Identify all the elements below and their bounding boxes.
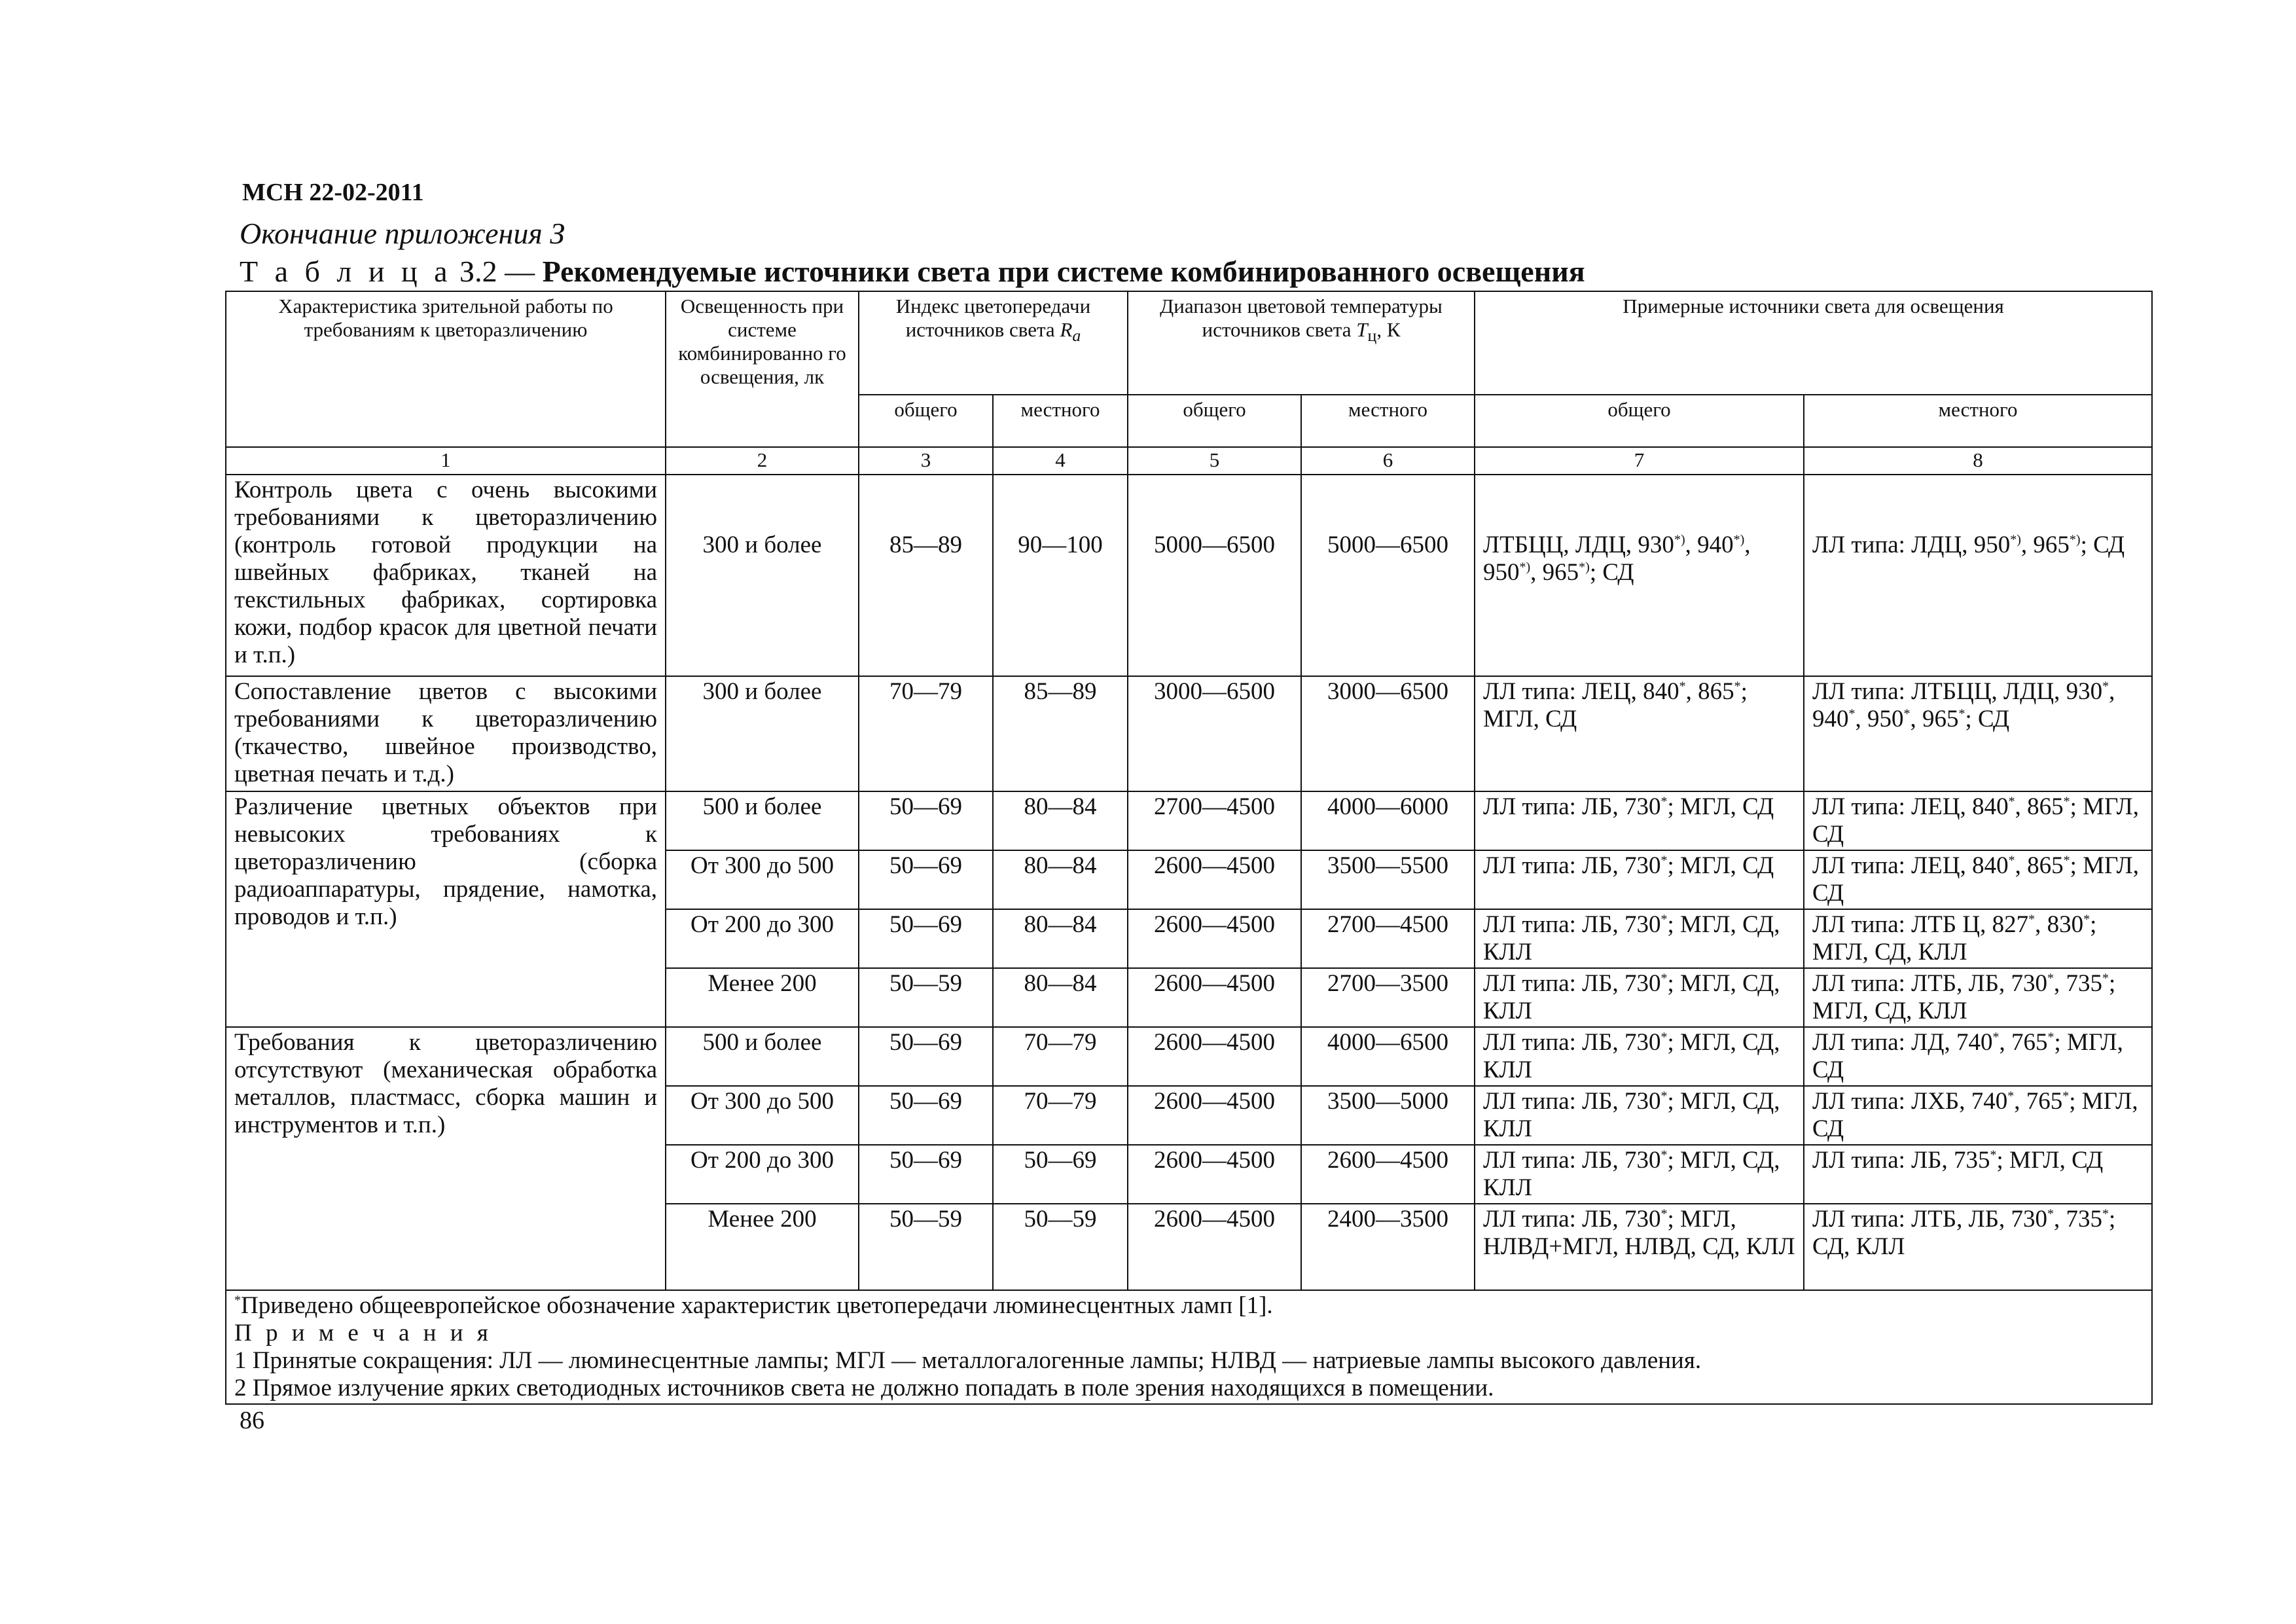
document-code: МСН 22-02-2011: [242, 179, 424, 206]
temp-general: 2600—4500: [1128, 1027, 1301, 1086]
temp-general: 2700—4500: [1128, 791, 1301, 850]
source-general: ЛЛ типа: ЛБ, 730*; МГЛ, СД, КЛЛ: [1475, 909, 1804, 968]
ra-local: 50—59: [993, 1204, 1128, 1290]
table-row: [226, 475, 2152, 676]
table-number: З.2 —: [459, 255, 535, 288]
source-local: ЛЛ типа: ЛХБ, 740*, 765*; МГЛ, СД: [1804, 1086, 2152, 1145]
illuminance: 300 и более: [666, 475, 859, 676]
table-word: Т а б л и ц а: [240, 255, 452, 288]
notes-heading: П р и м е ч а н и я: [234, 1320, 492, 1346]
ra-general: 50—69: [859, 909, 993, 968]
ra-local: 80—84: [993, 909, 1128, 968]
temp-local: 2700—3500: [1301, 968, 1475, 1027]
temp-general: 2600—4500: [1128, 909, 1301, 968]
light-sources-table: [225, 291, 2153, 1405]
column-number: 7: [1475, 447, 1804, 475]
work-characteristic: Контроль цвета с очень высокими требованиями к цветоразличению (контроль готовой продукции на швейных фабриках, тканей на текстильных фабриках, сортировка кожи, подбор красок для цветной печати и т.п.): [226, 475, 666, 676]
ra-local: 80—84: [993, 850, 1128, 909]
temp-local: 3500—5000: [1301, 1086, 1475, 1145]
table-title: [240, 254, 1585, 289]
source-general: ЛЛ типа: ЛБ, 730*; МГЛ, СД: [1475, 850, 1804, 909]
column-number: 1: [226, 447, 666, 475]
temp-local: 3000—6500: [1301, 676, 1475, 791]
column-numbers-row: [226, 447, 2152, 475]
temp-general: 2600—4500: [1128, 1204, 1301, 1290]
temp-local: 2400—3500: [1301, 1204, 1475, 1290]
temp-general: 3000—6500: [1128, 676, 1301, 791]
illuminance: От 200 до 300: [666, 1145, 859, 1204]
temp-local: 2600—4500: [1301, 1145, 1475, 1204]
temp-general: 2600—4500: [1128, 1145, 1301, 1204]
col-header-color-temperature: Диапазон цветовой температуры источников света $T_ц$, К: [1128, 291, 1475, 395]
note-2: 2 Прямое излучение ярких светодиодных источников света не должно попадать в поле зрения находящихся в помещении.: [234, 1375, 1494, 1401]
temp-general: 2600—4500: [1128, 968, 1301, 1027]
column-number: 4: [993, 447, 1128, 475]
temp-general: 5000—6500: [1128, 475, 1301, 676]
temp-local: 4000—6500: [1301, 1027, 1475, 1086]
subheader-local: местного: [1301, 395, 1475, 447]
ra-general: 50—59: [859, 968, 993, 1027]
column-number: 5: [1128, 447, 1301, 475]
source-local: ЛЛ типа: ЛБ, 735*; МГЛ, СД: [1804, 1145, 2152, 1204]
ra-general: 50—69: [859, 791, 993, 850]
source-general: ЛЛ типа: ЛБ, 730*; МГЛ, СД, КЛЛ: [1475, 1145, 1804, 1204]
footnote-mark: *: [234, 1293, 241, 1308]
ra-local: 70—79: [993, 1086, 1128, 1145]
illuminance: От 300 до 500: [666, 850, 859, 909]
table-title-text: Рекомендуемые источники света при системе комбинированного освещения: [542, 255, 1585, 288]
illuminance: 500 и более: [666, 791, 859, 850]
ra-general: 50—69: [859, 1145, 993, 1204]
ra-general: 50—69: [859, 850, 993, 909]
ra-general: 50—69: [859, 1027, 993, 1086]
ra-local: 80—84: [993, 968, 1128, 1027]
source-general: ЛЛ типа: ЛБ, 730*; МГЛ, СД: [1475, 791, 1804, 850]
illuminance: Менее 200: [666, 1204, 859, 1290]
subheader-general: общего: [1128, 395, 1301, 447]
table-notes: [226, 1290, 2152, 1404]
source-local: ЛЛ типа: ЛЕЦ, 840*, 865*; МГЛ, СД: [1804, 791, 2152, 850]
source-general: ЛЛ типа: ЛБ, 730*; МГЛ, СД, КЛЛ: [1475, 1027, 1804, 1086]
ra-local: 80—84: [993, 791, 1128, 850]
source-general: ЛЛ типа: ЛБ, 730*; МГЛ, СД, КЛЛ: [1475, 1086, 1804, 1145]
ra-general: 70—79: [859, 676, 993, 791]
source-local: ЛЛ типа: ЛЕЦ, 840*, 865*; МГЛ, СД: [1804, 850, 2152, 909]
work-characteristic: Сопоставление цветов с высокими требованиями к цветоразличению (ткачество, швейное производство, цветная печать и т.д.): [226, 676, 666, 791]
source-general: ЛЛ типа: ЛБ, 730*; МГЛ, СД, КЛЛ: [1475, 968, 1804, 1027]
source-local: ЛЛ типа: ЛТБ Ц, 827*, 830*; МГЛ, СД, КЛЛ: [1804, 909, 2152, 968]
ra-general: 50—69: [859, 1086, 993, 1145]
illuminance: Менее 200: [666, 968, 859, 1027]
note-1: 1 Принятые сокращения: ЛЛ — люминесцентные лампы; МГЛ — металлогалогенные лампы; НЛВД — натриевые лампы высокого давления.: [234, 1347, 1702, 1374]
subheader-general: общего: [859, 395, 993, 447]
work-characteristic: Различение цветных объектов при невысоких требованиях к цветоразличению (сборка радиоаппаратуры, прядение, намотка, проводов и т.п.): [226, 791, 666, 1027]
col-header-work-characteristic: Характеристика зрительной работы по требованиям к цветоразличению: [226, 291, 666, 447]
temp-local: 2700—4500: [1301, 909, 1475, 968]
col-header-color-rendering: Индекс цветопередачи источников света $R_a$: [859, 291, 1128, 395]
column-number: 6: [1301, 447, 1475, 475]
source-general: ЛЛ типа: ЛЕЦ, 840*, 865*; МГЛ, СД: [1475, 676, 1804, 791]
ra-local: 85—89: [993, 676, 1128, 791]
ra-general: 85—89: [859, 475, 993, 676]
footnote: [234, 1292, 2144, 1320]
illuminance: 300 и более: [666, 676, 859, 791]
source-local: ЛЛ типа: ЛТБЦЦ, ЛДЦ, 930*, 940*, 950*, 965*; СД: [1804, 676, 2152, 791]
source-local: ЛЛ типа: ЛДЦ, 950*), 965*); СД: [1804, 475, 2152, 676]
illuminance: 500 и более: [666, 1027, 859, 1086]
column-number: 8: [1804, 447, 2152, 475]
ra-local: 70—79: [993, 1027, 1128, 1086]
temp-local: 4000—6000: [1301, 791, 1475, 850]
source-general: ЛТБЦЦ, ЛДЦ, 930*), 940*), 950*), 965*); СД: [1475, 475, 1804, 676]
subheader-general: общего: [1475, 395, 1804, 447]
illuminance: От 300 до 500: [666, 1086, 859, 1145]
subheader-local: местного: [993, 395, 1128, 447]
appendix-caption: Окончание приложения З: [240, 217, 565, 250]
ra-general: 50—59: [859, 1204, 993, 1290]
source-local: ЛЛ типа: ЛТБ, ЛБ, 730*, 735*; СД, КЛЛ: [1804, 1204, 2152, 1290]
source-local: ЛЛ типа: ЛТБ, ЛБ, 730*, 735*; МГЛ, СД, КЛЛ: [1804, 968, 2152, 1027]
table-row: [226, 791, 2152, 850]
table-row: [226, 676, 2152, 791]
ra-local: 90—100: [993, 475, 1128, 676]
column-number: 2: [666, 447, 859, 475]
subheader-local: местного: [1804, 395, 2152, 447]
temp-local: 5000—6500: [1301, 475, 1475, 676]
col-header-light-sources: Примерные источники света для освещения: [1475, 291, 2152, 395]
footnote-text: Приведено общеевропейское обозначение характеристик цветопередачи люминесцентных ламп [1].: [241, 1292, 1273, 1319]
temp-local: 3500—5500: [1301, 850, 1475, 909]
table-row: [226, 1027, 2152, 1086]
illuminance: От 200 до 300: [666, 909, 859, 968]
temp-general: 2600—4500: [1128, 850, 1301, 909]
col-header-illuminance: Освещенность при системе комбинированно го освещения, лк: [666, 291, 859, 447]
source-general: ЛЛ типа: ЛБ, 730*; МГЛ, НЛВД+МГЛ, НЛВД, СД, КЛЛ: [1475, 1204, 1804, 1290]
source-local: ЛЛ типа: ЛД, 740*, 765*; МГЛ, СД: [1804, 1027, 2152, 1086]
work-characteristic: Требования к цветоразличению отсутствуют (механическая обработка металлов, пластмасс, сборка машин и инструментов и т.п.): [226, 1027, 666, 1290]
notes-row: [226, 1290, 2152, 1404]
ra-local: 50—69: [993, 1145, 1128, 1204]
column-number: 3: [859, 447, 993, 475]
temp-general: 2600—4500: [1128, 1086, 1301, 1145]
page-number: 86: [240, 1407, 264, 1434]
